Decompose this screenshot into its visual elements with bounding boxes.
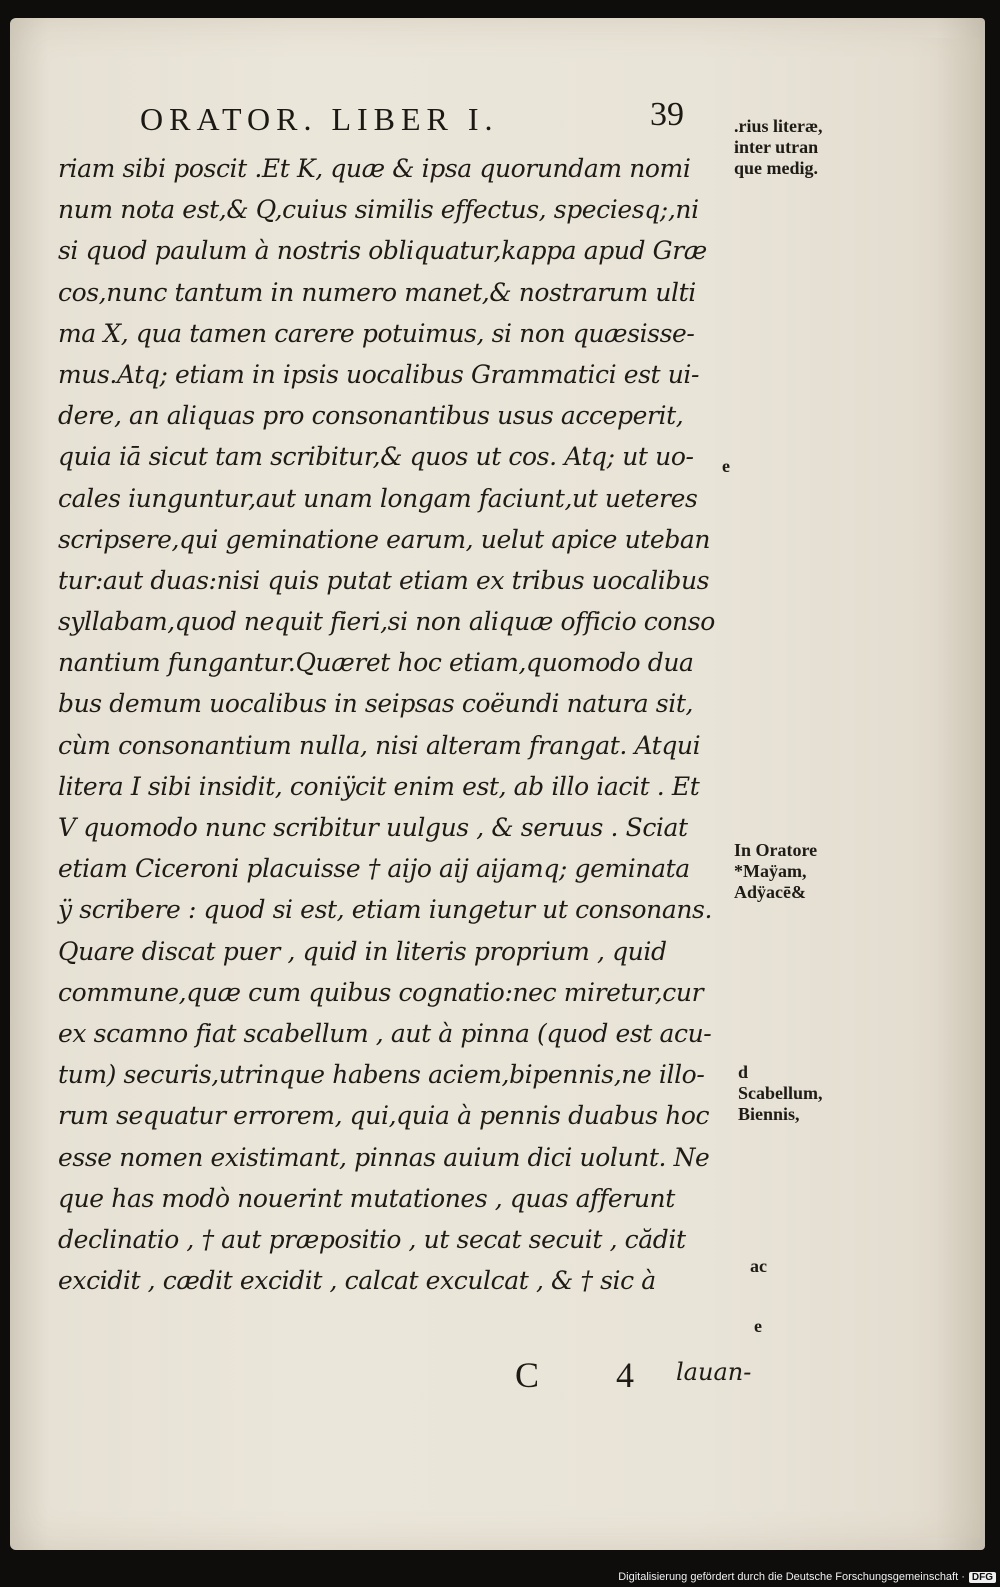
text-line: syllabam,quod nequit fieri,si non aliquæ officio conso [58, 607, 715, 637]
text-line: cùm consonantium nulla, nisi alteram frangat. Atqui [58, 730, 701, 760]
margin-note: In Oratore *Maÿam, Adÿacē& [734, 840, 818, 902]
text-line: que has modò nouerint mutationes , quas afferunt [58, 1183, 675, 1213]
page-edge-shading [910, 38, 980, 1538]
margin-note: .rius literæ, inter utran que medig. [734, 116, 823, 178]
text-line: commune,quæ cum quibus cognatio:nec miretur,cur [58, 977, 704, 1007]
margin-note: e [722, 456, 730, 476]
text-line: Quare discat puer , quid in literis proprium , quid [58, 936, 667, 966]
text-line: num nota est,& Q,cuius similis effectus, speciesq;,ni [58, 195, 699, 225]
text-line: cos,nunc tantum in numero manet,& nostrarum ulti [58, 277, 696, 307]
text-line: bus demum uocalibus in seipsas coëundi natura sit, [58, 689, 694, 719]
margin-note: d Scabellum, Biennis, [738, 1062, 823, 1124]
catchword: lauan- [676, 1358, 752, 1386]
text-line: ex scamno fiat scabellum , aut à pinna (quod est acu- [58, 1018, 712, 1048]
running-head: ORATOR. LIBER I. [140, 101, 499, 137]
digitization-credit [618, 1571, 996, 1583]
text-line: scripsere,qui geminatione earum, uelut apice uteban [58, 524, 711, 554]
text-line: rum sequatur errorem, qui,quia à pennis duabus hoc [58, 1101, 710, 1131]
text-line: riam sibi poscit .Et K, quæ & ipsa quorundam nomi [58, 154, 691, 183]
text-line: declinatio , † aut præpositio , ut secat secuit , cădit [58, 1224, 686, 1254]
text-line: si quod paulum à nostris obliquatur,kappa apud Græ [58, 236, 707, 266]
page-number: 39 [650, 96, 684, 133]
text-line: excidit , cædit excidit , calcat exculcat , & † sic à [58, 1266, 656, 1296]
text-line: quia iā sicut tam scribitur,& quos ut cos. Atq; ut uo- [58, 442, 694, 472]
text-line: mus.Atq; etiam in ipsis uocalibus Grammatici est ui- [58, 359, 700, 389]
text-line: etiam Ciceroni placuisse † aijo aij aijamq; geminata [58, 854, 690, 884]
signature-mark: C 4 [515, 1355, 669, 1395]
text-line: dere, an aliquas pro consonantibus usus acceperit, [58, 401, 684, 431]
text-line: tum) securis,utrinque habens aciem,bipennis,ne illo- [58, 1060, 705, 1090]
book-page [10, 18, 985, 1550]
text-line: ÿ scribere : quod si est, etiam iungetur ut consonans. [58, 895, 712, 925]
text-line: ma X, qua tamen carere potuimus, si non quæsisse- [58, 318, 695, 348]
text-line: nantium fungantur.Quæret hoc etiam,quomodo dua [58, 648, 694, 678]
text-line: V quomodo nunc scribitur uulgus , & seruus . Sciat [58, 813, 688, 842]
margin-note: e [754, 1316, 762, 1336]
dfg-logo-icon: DFG [969, 1572, 996, 1583]
text-line: cales iunguntur,aut unam longam faciunt,ut ueteres [58, 483, 698, 513]
text-line: esse nomen existimant, pinnas auium dici uolunt. Ne [58, 1142, 710, 1172]
credit-text: Digitalisierung gefördert durch die Deutsche Forschungsgemeinschaft · [618, 1571, 965, 1583]
text-line: tur:aut duas:nisi quis putat etiam ex tribus uocalibus [58, 565, 710, 595]
text-line: litera I sibi insidit, coniÿcit enim est, ab illo iacit . Et [58, 771, 700, 801]
margin-note: ac [750, 1256, 767, 1276]
body-text [58, 148, 748, 1301]
